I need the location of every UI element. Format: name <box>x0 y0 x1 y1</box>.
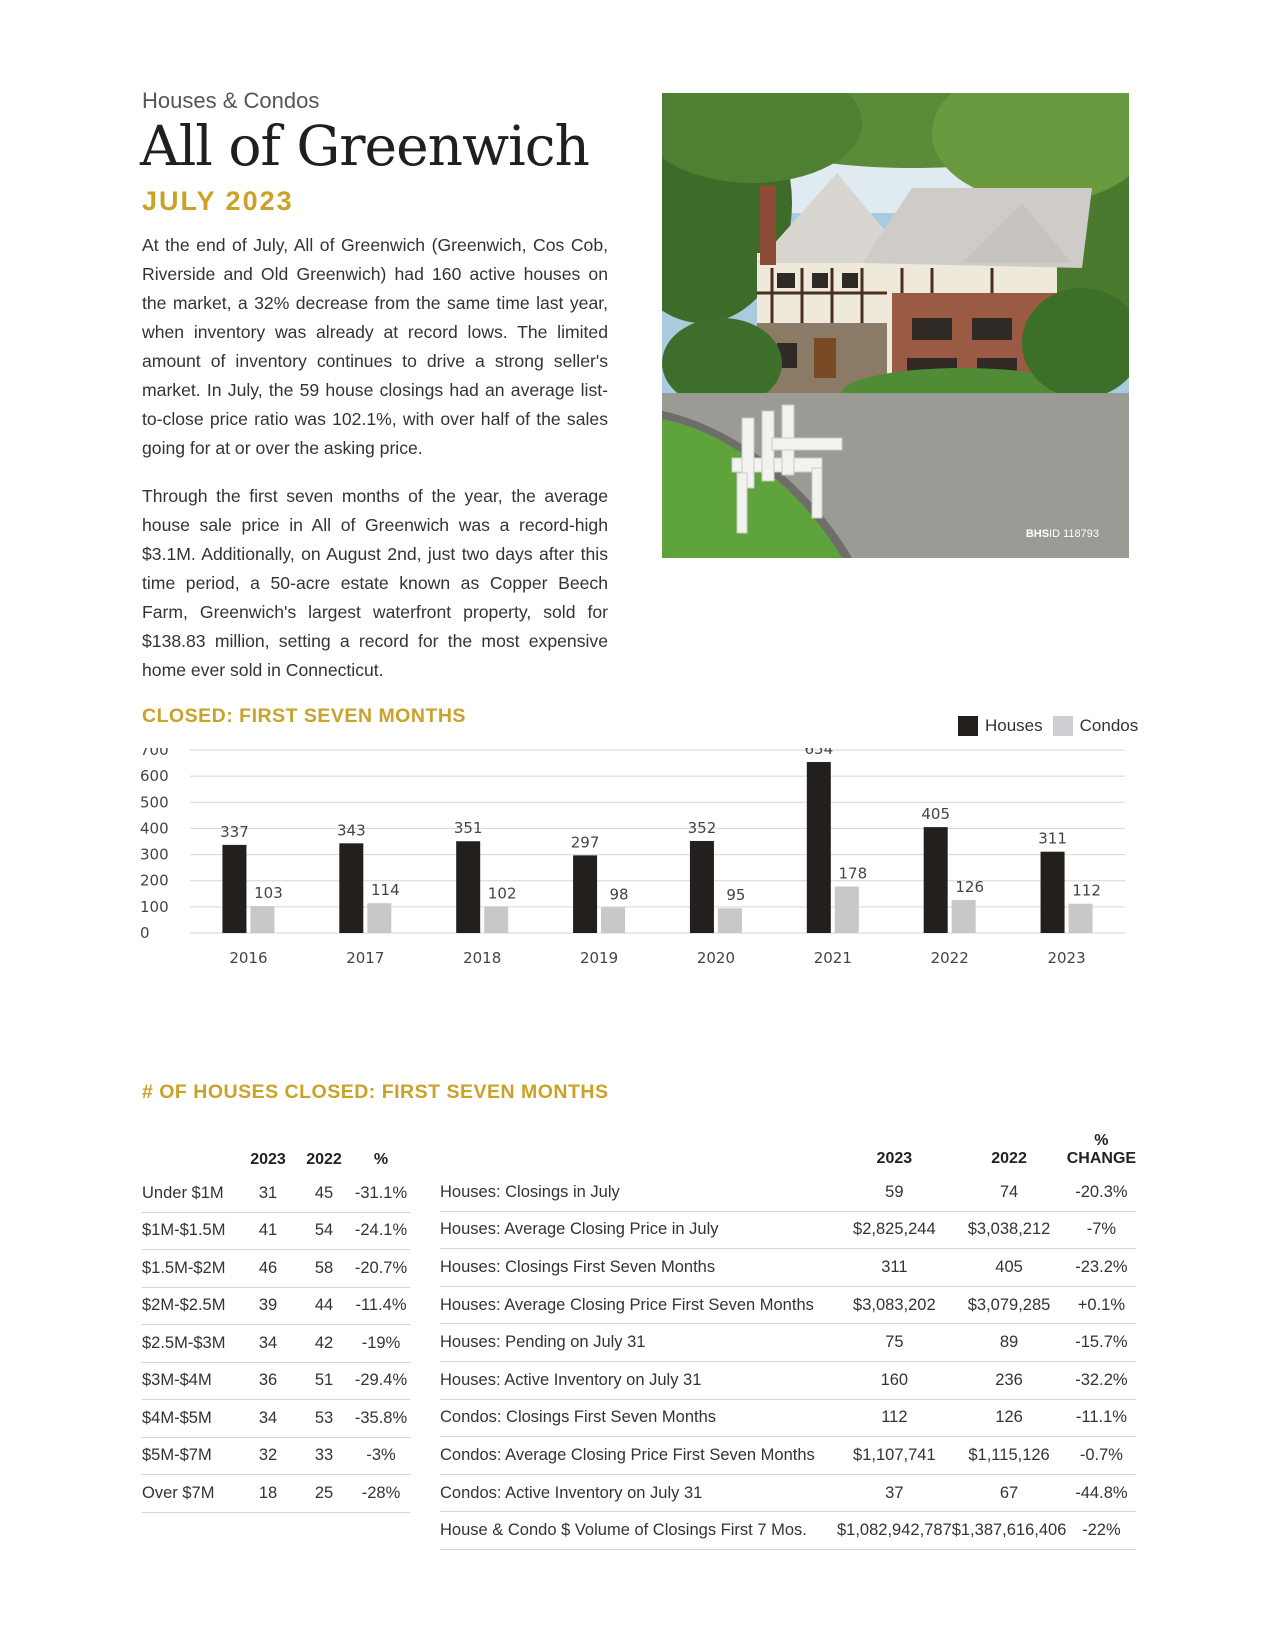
price-table-header-pct: % <box>373 1151 389 1168</box>
bar-houses <box>222 845 246 933</box>
row-label: $3M-$4M <box>142 1362 240 1400</box>
value-2022: 58 <box>296 1250 352 1288</box>
value-2023: 37 <box>837 1474 952 1512</box>
data-label-condos: 114 <box>370 881 400 900</box>
stats-table-header-pct-change: % CHANGE <box>1066 1132 1137 1167</box>
data-label-houses: 337 <box>220 822 249 841</box>
row-label: Houses: Pending on July 31 <box>440 1324 837 1362</box>
x-tick-label: 2017 <box>346 949 385 967</box>
row-label: Condos: Average Closing Price First Seven Months <box>440 1437 837 1475</box>
price-range-table <box>142 1130 410 1513</box>
photo-credit: BHSID 118793 <box>1025 528 1099 540</box>
value-2023: $2,825,244 <box>837 1211 952 1249</box>
legend-condos-label: Condos <box>1079 716 1139 735</box>
row-label: $1.5M-$2M <box>142 1250 240 1288</box>
y-tick-label: 200 <box>140 871 169 890</box>
chart-title: CLOSED: FIRST SEVEN MONTHS <box>142 705 466 727</box>
row-label: Under $1M <box>142 1175 240 1212</box>
row-label: Condos: Closings First Seven Months <box>440 1399 837 1437</box>
bar-houses <box>924 827 948 933</box>
bar-condos <box>250 906 274 933</box>
data-label-houses: 654 <box>804 748 834 759</box>
row-label: $1M-$1.5M <box>142 1212 240 1250</box>
price-table-row <box>142 1212 410 1250</box>
value-2022: 54 <box>296 1212 352 1250</box>
bar-houses <box>339 843 363 933</box>
y-tick-label: 600 <box>140 767 169 786</box>
bar-houses <box>690 841 714 933</box>
value-2022: $1,115,126 <box>952 1437 1067 1475</box>
row-label: $5M-$7M <box>142 1437 240 1475</box>
pct-change: -28% <box>352 1475 410 1513</box>
x-tick-label: 2020 <box>696 949 736 967</box>
data-label-condos: 98 <box>609 885 629 904</box>
row-label: Houses: Closings in July <box>440 1174 837 1211</box>
record-paragraph: Through the first seven months of the year, the average house sale price in All of Greenwich was a record-high $3.1M. Additionally, on August 2nd, just two days after this time period, a 50-acre estate known as Copper Beech Farm, Greenwich's largest waterfront property, sold for $138.83 million, setting a record for the most expensive home ever sold in Connecticut. <box>142 486 608 680</box>
intro-paragraph: At the end of July, All of Greenwich (Greenwich, Cos Cob, Riverside and Old Greenwich) had 160 active houses on the market, a 32% decrease from the same time last year, when inventory was already at record lows. The limited amount of inventory continues to drive a strong seller's market. In July, the 59 house closings had an average list-to-close price ratio was 102.1%, with over half of the sales going for at or over the asking price. <box>142 235 608 458</box>
bar-houses <box>807 762 831 933</box>
y-tick-label: 500 <box>140 793 169 812</box>
price-table-row <box>142 1250 410 1288</box>
value-2023: $1,082,942,787 <box>837 1512 952 1550</box>
x-tick-label: 2018 <box>463 949 502 967</box>
price-table-row <box>142 1325 410 1363</box>
pct-change: -0.7% <box>1066 1437 1136 1475</box>
legend-houses-swatch <box>958 716 978 736</box>
data-label-condos: 102 <box>487 884 517 903</box>
pct-change: -7% <box>1066 1211 1136 1249</box>
value-2023: 31 <box>240 1175 296 1212</box>
value-2023: 18 <box>240 1475 296 1513</box>
value-2022: $1,387,616,406 <box>952 1512 1067 1550</box>
pct-change: -31.1% <box>352 1175 410 1212</box>
value-2022: 53 <box>296 1400 352 1438</box>
bar-condos <box>835 886 859 933</box>
value-2023: 59 <box>837 1174 952 1211</box>
value-2023: 112 <box>837 1399 952 1437</box>
value-2022: $3,079,285 <box>952 1286 1067 1324</box>
closings-bar-chart-svg <box>140 748 1140 1018</box>
report-title: All of Greenwich <box>140 114 589 178</box>
pct-change: -11.1% <box>1066 1399 1136 1437</box>
bar-condos <box>601 907 625 933</box>
data-label-houses: 311 <box>1038 829 1067 848</box>
value-2022: 89 <box>952 1324 1067 1362</box>
value-2023: 39 <box>240 1287 296 1325</box>
data-label-houses: 405 <box>921 805 951 824</box>
pct-change: -20.3% <box>1066 1174 1136 1211</box>
x-tick-label: 2016 <box>229 949 268 967</box>
stats-table-row <box>440 1174 1136 1211</box>
data-label-houses: 352 <box>687 818 717 837</box>
stats-table-header-2022: 2022 <box>991 1150 1027 1167</box>
market-stats-table <box>440 1110 1136 1550</box>
bar-houses <box>573 855 597 933</box>
value-2022: 51 <box>296 1362 352 1400</box>
pct-change: -15.7% <box>1066 1324 1136 1362</box>
stats-table-row <box>440 1437 1136 1475</box>
legend-condos-swatch <box>1053 716 1073 736</box>
pct-change: -23.2% <box>1066 1249 1136 1287</box>
bar-houses <box>1041 852 1065 933</box>
bar-houses <box>456 841 480 933</box>
data-label-houses: 351 <box>453 819 483 838</box>
row-label: Houses: Average Closing Price in July <box>440 1211 837 1249</box>
pct-change: -11.4% <box>352 1287 410 1325</box>
stats-table-header-row <box>440 1110 1136 1174</box>
price-table-header-2023: 2023 <box>250 1151 286 1168</box>
value-2022: 33 <box>296 1437 352 1475</box>
row-label: Condos: Active Inventory on July 31 <box>440 1474 837 1512</box>
bar-condos <box>484 906 508 933</box>
x-tick-label: 2023 <box>1047 949 1086 967</box>
x-tick-label: 2021 <box>813 949 852 967</box>
price-table-title: # OF HOUSES CLOSED: FIRST SEVEN MONTHS <box>142 1081 609 1103</box>
value-2023: 41 <box>240 1212 296 1250</box>
data-label-houses: 343 <box>336 821 366 840</box>
stats-table-row <box>440 1399 1136 1437</box>
chart-legend <box>958 716 1148 736</box>
value-2023: 36 <box>240 1362 296 1400</box>
value-2023: 34 <box>240 1325 296 1363</box>
data-label-condos: 112 <box>1072 881 1101 900</box>
legend-houses-label: Houses <box>985 716 1043 735</box>
stats-table-row <box>440 1361 1136 1399</box>
closings-bar-chart <box>140 748 1140 1023</box>
price-table-header-2022: 2022 <box>306 1151 342 1168</box>
pct-change: -32.2% <box>1066 1361 1136 1399</box>
value-2022: 25 <box>296 1475 352 1513</box>
row-label: Houses: Average Closing Price First Seven Months <box>440 1286 837 1324</box>
tudor-house-illustration <box>662 93 1129 558</box>
bar-condos <box>718 908 742 933</box>
value-2022: 126 <box>952 1399 1067 1437</box>
y-tick-label: 700 <box>140 748 169 759</box>
value-2023: $1,107,741 <box>837 1437 952 1475</box>
value-2022: 67 <box>952 1474 1067 1512</box>
stats-table-row <box>440 1211 1136 1249</box>
x-tick-label: 2022 <box>930 949 969 967</box>
row-label: Houses: Closings First Seven Months <box>440 1249 837 1287</box>
row-label: $2.5M-$3M <box>142 1325 240 1363</box>
pct-change: -22% <box>1066 1512 1136 1550</box>
pct-change: -3% <box>352 1437 410 1475</box>
row-label: Over $7M <box>142 1475 240 1513</box>
value-2022: 236 <box>952 1361 1067 1399</box>
value-2022: 405 <box>952 1249 1067 1287</box>
price-table-row <box>142 1475 410 1513</box>
legend-houses <box>958 716 1043 736</box>
data-label-condos: 178 <box>838 864 868 883</box>
row-label: $4M-$5M <box>142 1400 240 1438</box>
stats-table-row <box>440 1474 1136 1512</box>
value-2022: $3,038,212 <box>952 1211 1067 1249</box>
price-table-row <box>142 1362 410 1400</box>
value-2023: $3,083,202 <box>837 1286 952 1324</box>
row-label: House & Condo $ Volume of Closings First 7 Mos. <box>440 1512 837 1550</box>
data-label-houses: 297 <box>570 833 600 852</box>
pct-change: -29.4% <box>352 1362 410 1400</box>
bar-condos <box>952 900 976 933</box>
data-label-condos: 95 <box>726 886 746 905</box>
pct-change: -19% <box>352 1325 410 1363</box>
stats-table-row <box>440 1249 1136 1287</box>
y-tick-label: 0 <box>140 924 150 942</box>
bar-condos <box>1069 904 1093 933</box>
y-tick-label: 300 <box>140 845 169 864</box>
data-label-condos: 126 <box>955 878 985 897</box>
pct-change: -44.8% <box>1066 1474 1136 1512</box>
data-label-condos: 103 <box>254 884 283 903</box>
x-tick-label: 2019 <box>579 949 619 967</box>
value-2023: 75 <box>837 1324 952 1362</box>
pct-change: -35.8% <box>352 1400 410 1438</box>
y-tick-label: 100 <box>140 897 169 916</box>
stats-table-row <box>440 1324 1136 1362</box>
stats-table-row <box>440 1512 1136 1550</box>
stats-table-header-2023: 2023 <box>876 1150 913 1167</box>
value-2023: 46 <box>240 1250 296 1288</box>
value-2023: 311 <box>837 1249 952 1287</box>
row-label: $2M-$2.5M <box>142 1287 240 1325</box>
report-kicker: Houses & Condos <box>142 88 320 113</box>
price-table-header-blank <box>142 1130 240 1175</box>
stats-table-header-blank <box>440 1110 837 1174</box>
row-label: Houses: Active Inventory on July 31 <box>440 1361 837 1399</box>
price-table-row <box>142 1175 410 1212</box>
value-2022: 44 <box>296 1287 352 1325</box>
bar-condos <box>367 903 391 933</box>
value-2023: 34 <box>240 1400 296 1438</box>
price-table-header-row <box>142 1130 410 1175</box>
value-2023: 160 <box>837 1361 952 1399</box>
price-table-row <box>142 1437 410 1475</box>
report-month: JULY 2023 <box>142 186 294 216</box>
value-2022: 42 <box>296 1325 352 1363</box>
y-tick-label: 400 <box>140 819 169 838</box>
house-photo <box>662 93 1129 558</box>
value-2022: 45 <box>296 1175 352 1212</box>
pct-change: +0.1% <box>1066 1286 1136 1324</box>
legend-condos <box>1053 716 1139 736</box>
price-table-row <box>142 1287 410 1325</box>
stats-table-row <box>440 1286 1136 1324</box>
pct-change: -24.1% <box>352 1212 410 1250</box>
value-2023: 32 <box>240 1437 296 1475</box>
price-table-row <box>142 1400 410 1438</box>
pct-change: -20.7% <box>352 1250 410 1288</box>
value-2022: 74 <box>952 1174 1067 1211</box>
